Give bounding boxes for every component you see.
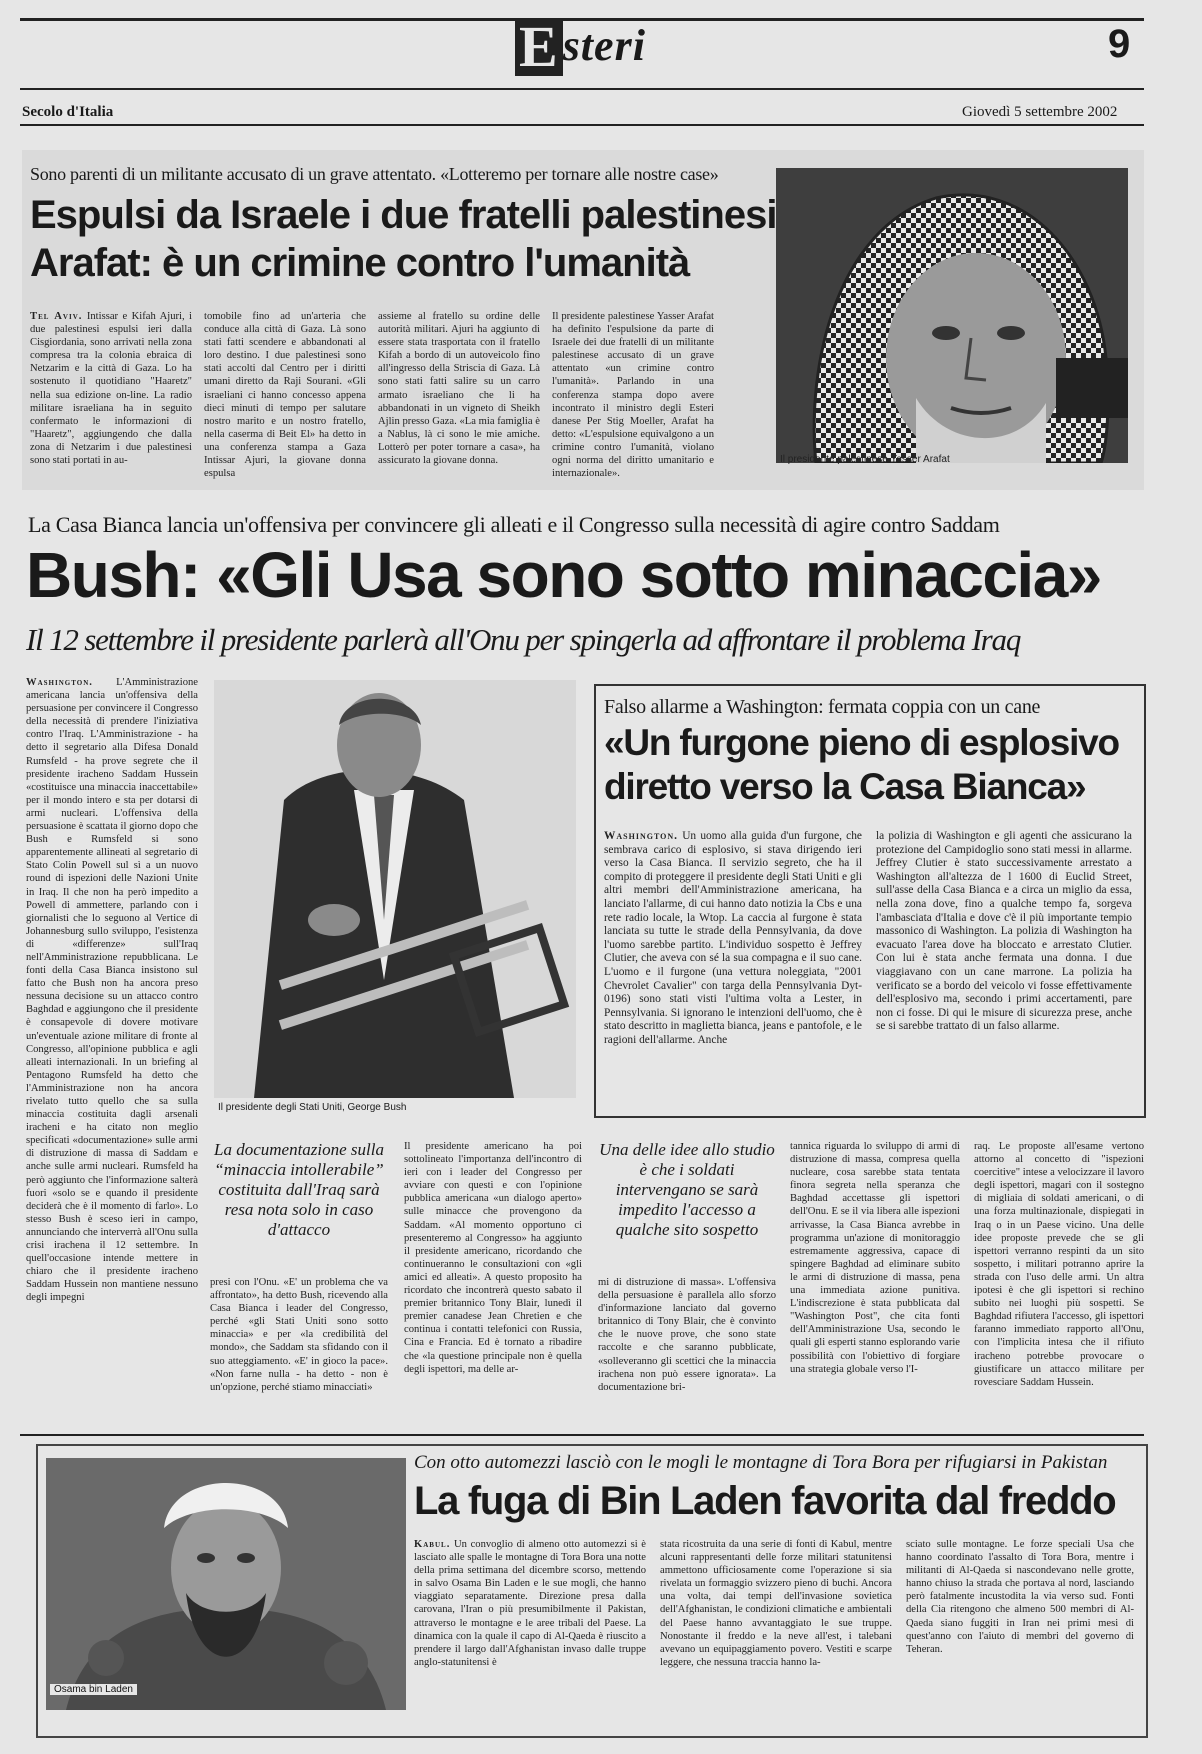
arafat-dateline: Tel Aviv.	[30, 311, 83, 322]
page-number: 9	[1108, 22, 1131, 66]
binladen-column-1	[414, 1538, 646, 1728]
header-bottom-rule	[20, 124, 1144, 126]
bush-column-5	[790, 1140, 960, 1421]
newspaper-name: Secolo d'Italia	[22, 104, 114, 120]
bush-subhead: Il 12 settembre il presidente parlerà all'Onu per spingerla ad affrontare il problema Iraq	[26, 622, 1021, 657]
bush-column-1	[26, 676, 198, 1421]
bush-col4-text: mi di distruzione di massa». L'offensiva della persuasione è parallela allo sforzo d'informazione lanciato dal governo britannico di Tony Blair, che è convinto che le nuove prove, che sono state raccolte e che saranno pubblicate, «solleveranno gli scettici che la minaccia irachena non può essere ignorata». La documentazione bri-	[598, 1277, 776, 1393]
truck-headline-1: «Un furgone pieno di esplosivo	[604, 722, 1119, 763]
section-title	[515, 14, 646, 79]
binladen-column-2	[660, 1538, 892, 1728]
truck-dateline: Washington.	[604, 830, 678, 842]
arafat-story-box	[22, 150, 1144, 490]
bush-column-4	[598, 1276, 776, 1421]
binladen-photo	[46, 1458, 406, 1710]
binladen-dateline: Kabul.	[414, 1539, 451, 1550]
truck-story-box	[594, 684, 1146, 1118]
binladen-col1-text: Un convoglio di almeno otto automezzi si è lasciato alle spalle le montagne di Tora Bora una notte della prima settimana del dicembre scorso, mettendo in salvo Osama Bin Laden e le sue mogli, che hanno viaggiato separatamente. Direzione presa dalla carovana, l'Iran o più presumibilmente il Pakistan, attraverso le montagne e le aree tribali del Paese. La dinamica con la quale il capo di Al-Qaeda è riuscito a prendere il largo dall'Afghanistan invaso dalle truppe anglo-statunitensi è	[414, 1539, 646, 1668]
arafat-column-3	[378, 310, 540, 480]
arafat-headline-2: Arafat: è un crimine contro l'umanità	[30, 241, 690, 285]
bush-headline: Bush: «Gli Usa sono sotto minaccia»	[26, 539, 1101, 611]
bush-pull-quote-1: La documentazione sulla “minaccia intollerabile” costituita dall'Iraq sarà resa nota solo in caso d'attacco	[214, 1140, 384, 1239]
arafat-photo	[776, 168, 1128, 463]
bottom-section-rule	[20, 1434, 1144, 1436]
arafat-kicker: Sono parenti di un militante accusato di un grave attentato. «Lotteremo per tornare alle nostre case»	[30, 164, 719, 184]
truck-headline-2: diretto verso la Casa Bianca»	[604, 766, 1086, 807]
arafat-column-2	[204, 310, 366, 480]
binladen-story-box	[36, 1444, 1148, 1738]
binladen-col3-text: sciato sulle montagne. Le forze speciali Usa che hanno coordinato l'assalto di Tora Bora, mentre i militanti di Al-Qaeda si nascondevano nelle grotte, hanno chiuso la strada che portava al nord, lasciando però fatalmente incustodita la via verso sud. Fonti della Cia ritengono che almeno 500 membri di Al-Qaeda siano fuggiti in Iran nei primi mesi di quest'anno con l'aiuto di membri del governo di Teheran.	[906, 1539, 1134, 1655]
bush-col2-text: presi con l'Onu. «E' un problema che va affrontato», ha detto Bush, ricevendo alla Casa Bianca i leader del Congresso, perché «gli Stati Uniti sono sotto minaccia» e per «la credibilità del mondo», che Saddam sta sfidando con il suo atteggiamento. «E' in gioco la pace». «Non farne nulla - ha detto - non è un'opzione, perché stiamo minacciati»	[210, 1277, 388, 1393]
masthead-rule	[20, 88, 1144, 90]
truck-col2-text: la polizia di Washington e gli agenti che assicurano la protezione del Campidoglio sono stati messi in allarme. Jeffrey Clutier è stato successivamente arrestato a Washington all'altezza de l 1600 di Euclid Street, sull'asse della Casa Bianca e a circa un miglio da essa, nella zona dove, fino a qualche tempo fa, sorgeva l'ambasciata d'Italia e dove c'è il più importante tempio massonico di Washington. La polizia di Washington ha evacuato l'area dove ha bloccato e arrestato Clutier. Con lui è stata anche fermata una donna. I due viaggiavano con un cane marrone. La polizia ha verificato se a bordo del veicolo vi fosse effettivamente dell'esplosivo ma, secondo i primi accertamenti, pare non ci fosse. Di qui le misure di sicurezza prese, anche se si sarebbe trattato di un falso allarme.	[876, 830, 1132, 1033]
bush-photo	[214, 680, 576, 1098]
binladen-photo-illustration	[46, 1458, 406, 1710]
binladen-kicker: Con otto automezzi lasciò con le mogli le montagne di Tora Bora per rifugiarsi in Pakistan	[414, 1452, 1108, 1473]
arafat-col4-text: Il presidente palestinese Yasser Arafat ha definito l'espulsione da parte di Israele dei due fratelli di un militante palestinese accusato di un grave attentato «un crimine contro l'umanità». Parlando in una conferenza stampa dopo avere incontrato il ministro degli Esteri danese Per Stig Moeller, Arafat ha detto: «L'espulsione equivalgono a un crimine contro l'umanità, violano ogni norma del diritto umanitario e internazionale».	[552, 311, 714, 480]
bush-column-6	[974, 1140, 1144, 1421]
arafat-headline-1: Espulsi da Israele i due fratelli palestinesi	[30, 193, 777, 237]
issue-date: Giovedì 5 settembre 2002	[962, 104, 1118, 120]
bush-col6-text: raq. Le proposte all'esame vertono attorno al concetto di "ispezioni coercitive" intese a velocizzare il lavoro degli ispettori, magari con il sostegno di migliaia di soldati americani, o di una forza multinazionale, dispiegati in Iraq o in un Paese vicino. Una delle idee proposte prevede che se gli ispettori verranno respinti da un sito sospetto, i militari potranno aprire la strada con l'uso delle armi. Un altra ipotesi è che gli ispettori si rechino subito nei luoghi più sospetti. Se Baghdad rifiutera l'accesso, gli ispettori faranno immediato rapporto all'Onu, con l'implicita intesa che il rifiuto iracheno potrebbe provocare o giustificare un attacco militare per rovesciare Saddam Hussein.	[974, 1141, 1144, 1388]
bush-col1-text: L'Amministrazione americana lancia un'offensiva della persuasione per convincere il Congresso della necessità di prendere l'iniziativa contro l'Iraq. L'Amministrazione - ha detto il segretario alla Difesa Donald Rumsfeld - ha prove segrete che il presidente iracheno Saddam Hussein «costituisce una minaccia inaccettabile» per il mondo intero e sta per dotarsi di armi nucleari. L'offensiva della persuasione è scattata il giorno dopo che Bush e Rumsfeld si sono apparentemente allineati al segretario di Stato Colin Powell sul sì a un nuovo round di ispezioni delle Nazioni Unite in Iraq. Il che non ha però impedito a Powell di ammettere, parlando con i giornalisti che lo seguono al Vertice di Johannesburg sullo sviluppo, l'esistenza di «differenze» sull'Iraq nell'Amministrazione repubblicana. Le fonti della Casa Bianca insistono sul fatto che Bush non ha ancora preso nessuna decisione su un attacco contro Baghdad e aggiungono che il presidente è consapevole di dovere motivare un'eventuale azione militare di fronte al Congresso, all'opinione pubblica e agli alleati internazionali. In un briefing al Pentagono Rumsfeld ha detto che l'Amministrazione non ha ancora rivelato tutto quello che sa sulla minaccia costituita dagli arsenali iracheni e ha citato non meglio specificati «documentazione» sulle armi di distruzione di massa di Saddam e anche sulle armi nucleari. Rumsfeld ha però aggiunto che l'informazione salterà fuori «solo se e quando il presidente deciderà che è il momento di farlo». Lo stesso Bush è sceso ieri in campo, annunciando che interverrà all'Onu sulla crisi irachena il 12 settembre. In quell'occasione intende mettere in chiaro che il presidente iracheno Saddam Hussein non mantiene nessuno degli impegni	[26, 677, 198, 1304]
bush-col3-text: Il presidente americano ha poi sottolineato l'importanza dell'incontro di ieri con i leader del Congresso per avviare con questi e con l'opinione pubblica americana «un dialogo aperto» sulle minacce che provengono da Saddam. «Al momento opportuno ci presenteremo al Congresso» ha aggiunto il presidente americano, ricordando che continueranno le consultazioni con «gli amici ed alleati». A questo proposito ha ricordato che incontrerà questo sabato il premier britannico Tony Blair, lunedì il premier canadese Jean Chretien e che continua i contatti telefonici con Russia, Cina e Francia. Ed è tornato a ribadire che «la questione principale non è quella degli ispettori, ma delle ar-	[404, 1141, 582, 1375]
binladen-column-3	[906, 1538, 1134, 1728]
binladen-headline: La fuga di Bin Laden favorita dal freddo	[414, 1479, 1116, 1523]
truck-kicker: Falso allarme a Washington: fermata coppia con un cane	[604, 696, 1041, 718]
bush-photo-caption: Il presidente degli Stati Uniti, George Bush	[218, 1102, 407, 1113]
truck-column-1	[604, 830, 862, 1106]
arafat-photo-caption: Il presidente palestinese Yasser Arafat	[780, 454, 950, 465]
bush-dateline: Washington.	[26, 677, 93, 688]
bush-column-2	[210, 1276, 388, 1421]
truck-col1-text: Un uomo alla guida d'un furgone, che sembrava carico di esplosivo, si stava dirigendo ieri verso la Casa Bianca. Il servizio segreto, che ha il compito di proteggere il presidente degli Stati Uniti e gli altri membri dell'Amministrazione americana, ha lanciato l'allarme, di cui hanno dato notizia la Cbs e una rete radio locale, la Wtop. La caccia al furgone è stata lanciata su tutte le strade della Pennsylvania, da dove l'uomo sarebbe partito. L'individuo sospetto è Jeffrey Clutier, che aveva con sé la sua compagna e il suo cane. L'uomo e il furgone (una vettura noleggiata, "2001 Chevrolet Cavalier" con targa della Pennsylvania Dyt-0196) sono stati visti l'ultima volta a Lester, in Pennsylvania. Si ignorano le intenzioni dell'uomo, che è stato descritto in maglietta bianca, jeans e pantofole, e le ragioni dell'allarme. Anche	[604, 830, 862, 1046]
section-initial: E	[515, 18, 563, 76]
bush-col5-text: tannica riguarda lo sviluppo di armi di distruzione di massa, compresa quella nucleare, cosa sarebbe stata tentata finora segreta nella speranza che Baghdad accettasse gli ispettori dell'Onu. E se il via libera alle ispezioni arrivasse, la Casa Bianca avrebbe in programma un'azione di monitoraggio estremamente aggressiva, capace di spingere Baghdad ad eliminare subito le armi di distruzione di massa, pena una immediata azione punitiva. L'indiscrezione è stata pubblicata dal "Washington Post", che cita fonti dell'Amministrazione Usa, secondo le quali gli esperti stanno esplorando varie possibilità con l'obiettivo di forgiare una strategia globale verso l'I-	[790, 1141, 960, 1375]
bush-photo-illustration	[214, 680, 576, 1098]
bush-column-3	[404, 1140, 582, 1421]
binladen-photo-caption: Osama bin Laden	[50, 1684, 137, 1695]
binladen-col2-text: stata ricostruita da una serie di fonti di Kabul, mentre alcuni rappresentanti delle forze militari statunitensi ammettono ufficiosamente come l'operazione si sia rivelata un formaggio svizzero pieno di buchi. Ancora una volta, dai tempi dell'invasione sovietica dell'Afghanistan, le condizioni climatiche e ambientali del Paese hanno avvantaggiato le sue truppe. Nonostante il freddo e la neve all'est, i talebani avevano un equipaggiamento povero. Vestiti e scarpe leggere, che nessuna traccia hanno la-	[660, 1539, 892, 1668]
section-name: steri	[562, 21, 646, 70]
truck-column-2	[876, 830, 1132, 1106]
arafat-col2-text: tomobile fino ad un'arteria che conduce alla città di Gaza. Là sono stati fatti scendere e abbandonati al loro destino. I due palestinesi sono stati accolti dal Centro per i diritti umani diretto da Raji Sourani. «Gli israeliani ci hanno concesso appena dieci minuti di tempo per salutare nostro marito e un nostro fratello, nella caserma di Beit El» ha detto in una conferenza stampa a Gaza Intissar Ajuri, la giovane donna espulsa	[204, 311, 366, 480]
arafat-photo-illustration	[776, 168, 1128, 463]
bush-kicker: La Casa Bianca lancia un'offensiva per convincere gli alleati e il Congresso sulla necessità di agire contro Saddam	[28, 512, 1000, 537]
arafat-column-4	[552, 310, 714, 480]
arafat-col1-text: Intissar e Kifah Ajuri, i due palestinesi espulsi ieri dalla Cisgiordania, sono arrivati nella zona compresa tra la colonia ebraica di Netzarim e la città di Gaza. Lo ha sostenuto il quotidiano "Haaretz" nella sua edizione on-line. La radio militare israeliana ha in seguito confermato le informazioni di "Haaretz", aggiungendo che dalla zona di Netzarim i due palestinesi sono stati portati in au-	[30, 311, 192, 467]
arafat-col3-text: assieme al fratello su ordine delle autorità militari. Ajuri ha aggiunto di essere stata trasportata con il fratello Kifah a bordo di un autoveicolo fino all'ingresso della Striscia di Gaza. Là sono stati fatti salire su un carro armato israeliano che li ha abbandonati in un vigneto di Sheikh Ajlin presso Gaza. «La mia famiglia è a Nablus, là ci sono le mie amiche. Lotterò per poter tornare a casa», ha assicurato la giovane donna.	[378, 311, 540, 467]
bush-pull-quote-2: Una delle idee allo studio è che i soldati intervengano se sarà impedito l'accesso a qualche sito sospetto	[599, 1140, 775, 1239]
arafat-column-1	[30, 310, 192, 480]
